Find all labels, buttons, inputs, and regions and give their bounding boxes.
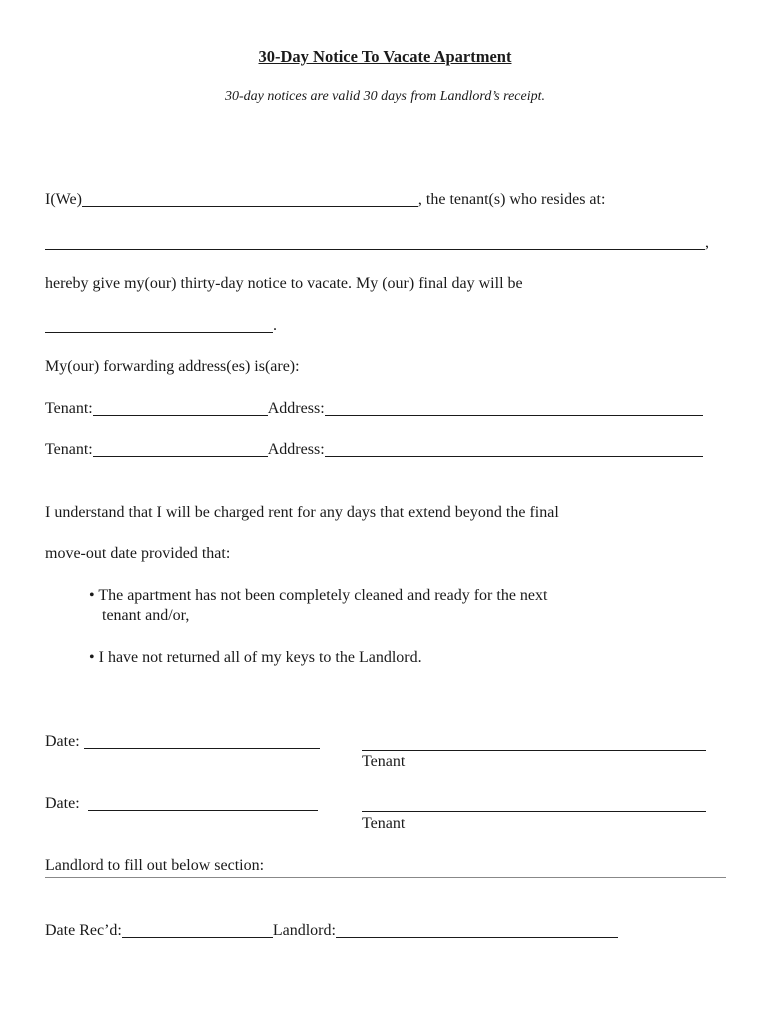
landlord-label: Landlord: [272, 922, 336, 939]
final-day-row [45, 317, 277, 335]
forwarding-address-field-2[interactable] [325, 455, 703, 457]
date-field-2[interactable] [88, 809, 318, 811]
bullet-1-text-line-1: The apartment has not been completely cleaned and ready for the next [98, 587, 548, 604]
landlord-row [45, 922, 618, 940]
date-received-field[interactable] [122, 936, 273, 938]
forwarding-row-1 [45, 400, 703, 418]
notice-text: hereby give my(our) thirty-day notice to vacate. My (our) final day will be [45, 275, 523, 292]
tenant-label: Tenant: [45, 441, 93, 458]
date-row-1 [45, 733, 320, 751]
address-label: Address: [267, 400, 325, 417]
forwarding-tenant-field-2[interactable] [93, 455, 268, 457]
tenant-signature-field-2[interactable] [362, 810, 706, 812]
date-label: Date: [45, 733, 80, 750]
bullet-icon: • [89, 587, 95, 604]
residence-address-field[interactable] [45, 248, 705, 250]
tenant-intro-row [45, 191, 605, 209]
bullet-item-1 [89, 587, 547, 605]
date-label: Date: [45, 795, 80, 812]
forwarding-address-field-1[interactable] [325, 414, 703, 416]
landlord-section-divider [45, 877, 726, 878]
forwarding-heading: My(our) forwarding address(es) is(are): [45, 358, 300, 375]
forwarding-tenant-field-1[interactable] [93, 414, 268, 416]
final-day-field[interactable] [45, 331, 273, 333]
address-label: Address: [267, 441, 325, 458]
residence-address-suffix: , [705, 234, 709, 251]
date-received-label: Date Rec’d: [45, 922, 122, 939]
tenant-names-field[interactable] [82, 205, 418, 207]
charge-text-line-2: move-out date provided that: [45, 545, 231, 562]
charge-text-line-1: I understand that I will be charged rent for any days that extend beyond the final [45, 504, 559, 521]
bullet-item-2 [89, 649, 422, 667]
bullet-2-text: I have not returned all of my keys to the Landlord. [98, 649, 422, 666]
tenant-intro-prefix: I(We) [45, 191, 82, 208]
document-title: 30-Day Notice To Vacate Apartment [258, 47, 512, 66]
final-day-suffix: . [273, 317, 277, 334]
date-row-2 [45, 795, 318, 813]
bullet-1-text-line-2: tenant and/or, [102, 607, 190, 624]
landlord-section-heading: Landlord to fill out below section: [45, 857, 265, 874]
bullet-icon: • [89, 649, 95, 666]
tenant-signature-field-1[interactable] [362, 749, 706, 751]
tenant-signature-label-1: Tenant [362, 753, 406, 770]
forwarding-row-2 [45, 441, 703, 459]
tenant-intro-suffix: , the tenant(s) who resides at: [417, 191, 606, 208]
residence-address-row [45, 234, 709, 252]
landlord-signature-field[interactable] [336, 936, 618, 938]
date-field-1[interactable] [84, 747, 320, 749]
document-subtitle: 30-day notices are valid 30 days from Landlord’s receipt. [224, 89, 546, 104]
tenant-label: Tenant: [45, 400, 93, 417]
tenant-signature-label-2: Tenant [362, 815, 406, 832]
